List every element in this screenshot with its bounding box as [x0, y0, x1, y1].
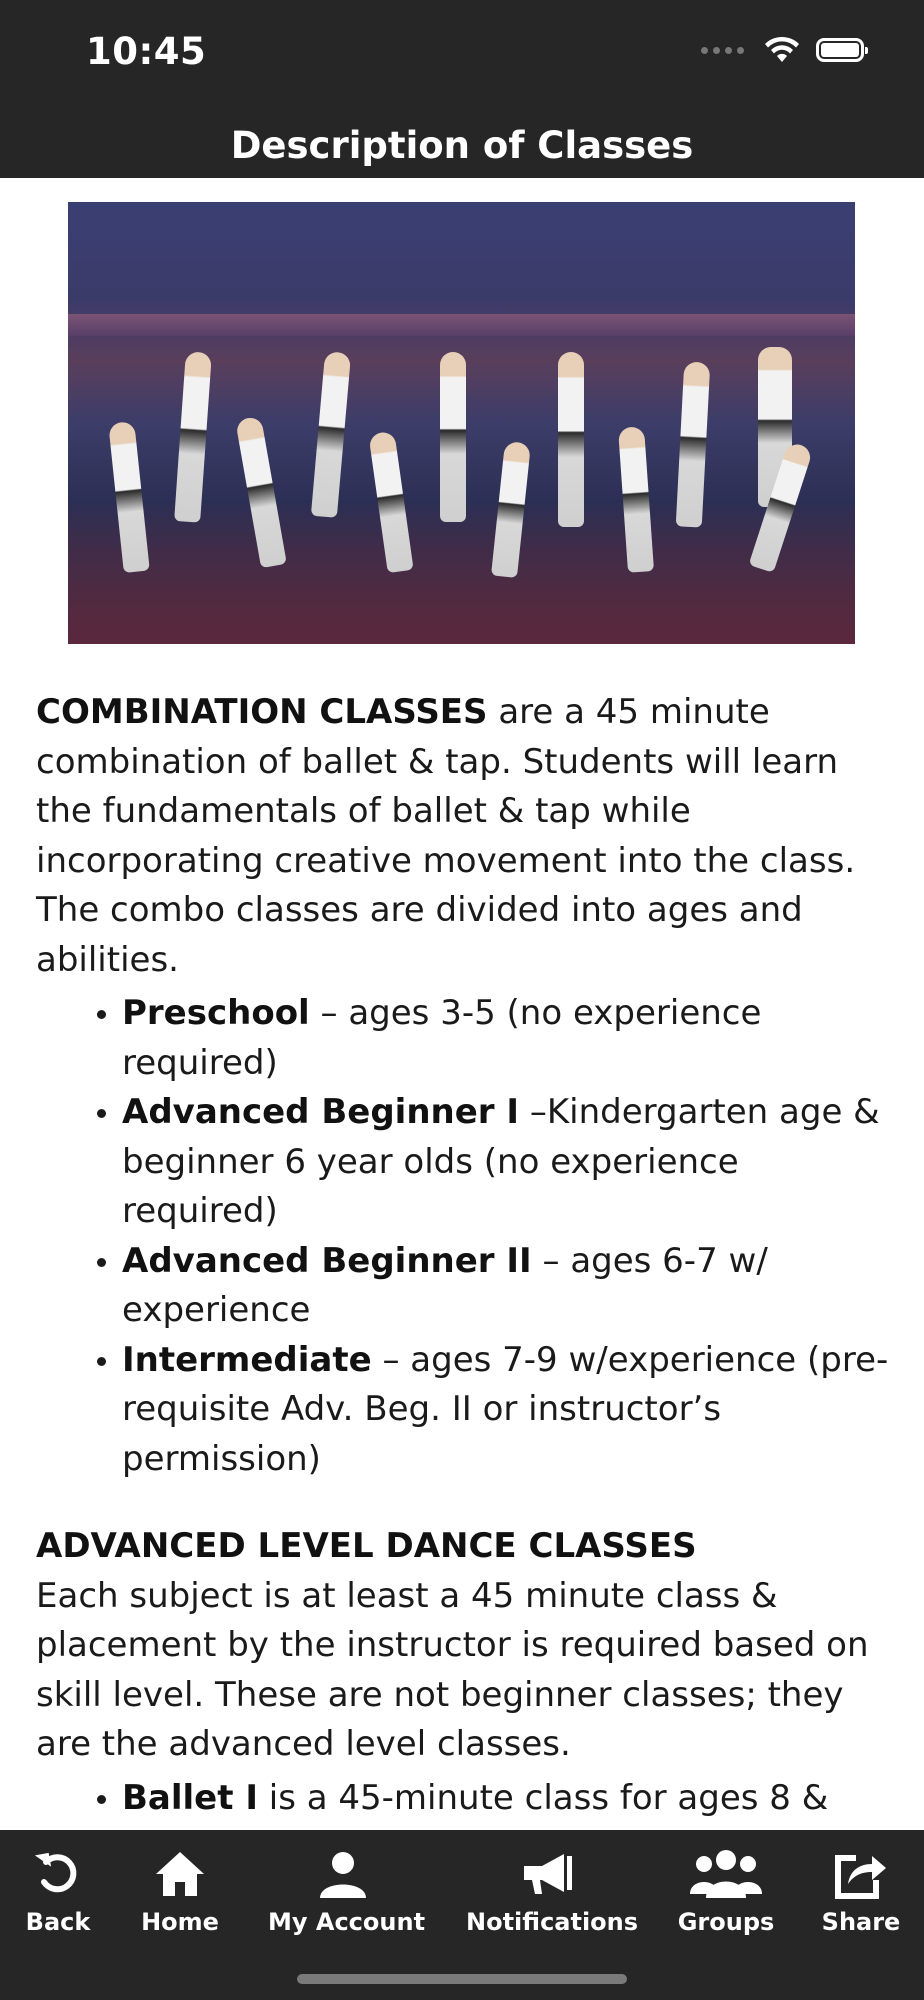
- combination-classes-text: are a 45 minute combination of ballet & tap. Students will learn the fundamentals of ballet & tap while incorporating creative movement into the class. The combo classes are divided into ages and abilities.: [36, 692, 856, 980]
- tab-groups[interactable]: [676, 1848, 776, 1936]
- combination-classes-paragraph: [36, 688, 896, 985]
- share-icon: [834, 1848, 888, 1900]
- list-item: [122, 989, 896, 1088]
- back-arrow-icon: [32, 1848, 84, 1900]
- list-item: [122, 1336, 896, 1485]
- battery-icon: [816, 38, 864, 62]
- page-title: Description of Classes: [230, 124, 694, 167]
- list-item-title: Intermediate: [122, 1339, 372, 1380]
- list-item-title: Ballet I: [122, 1777, 258, 1818]
- dance-performance-photo: [68, 202, 855, 644]
- list-item-title: Advanced Beginner II: [122, 1240, 532, 1281]
- list-item-title: Advanced Beginner I: [122, 1092, 520, 1132]
- advanced-level-heading: [36, 1522, 896, 1572]
- account-icon: [317, 1848, 369, 1900]
- list-item: [122, 1774, 896, 1824]
- list-item-text: – ages 3-5 (no experience required): [122, 993, 762, 1083]
- list-item-title: Preschool: [122, 993, 310, 1033]
- advanced-level-heading-text: ADVANCED LEVEL DANCE CLASSES: [36, 1526, 697, 1566]
- groups-icon: [690, 1848, 762, 1900]
- list-item-text: – ages 6-7 w/ experience: [122, 1240, 768, 1330]
- tab-groups-label: Groups: [677, 1908, 775, 1936]
- combination-classes-list: [36, 989, 896, 1484]
- list-item-text: – ages 7-9 w/experience (pre-requisite Adv. Beg. II or instructor’s permission): [122, 1339, 889, 1479]
- tab-my-account-label: My Account: [268, 1908, 426, 1936]
- navigation-bar: [0, 104, 924, 178]
- list-item-text: is a 45-minute class for ages 8 &: [257, 1777, 829, 1818]
- tab-back-label: Back: [25, 1908, 91, 1936]
- tab-back[interactable]: [14, 1848, 102, 1936]
- list-item-text: –Kindergarten age & beginner 6 year olds (no experience required): [122, 1092, 880, 1231]
- status-icons: [701, 36, 864, 64]
- list-item: [122, 1237, 896, 1336]
- combination-classes-heading: COMBINATION CLASSES: [36, 692, 488, 732]
- advanced-classes-list: [36, 1774, 896, 1824]
- content-scroll-area[interactable]: [0, 178, 924, 1830]
- list-item: [122, 1088, 896, 1237]
- tab-my-account[interactable]: [268, 1848, 426, 1936]
- tab-share[interactable]: [816, 1848, 906, 1936]
- advanced-level-text: Each subject is at least a 45 minute class & placement by the instructor is required based on skill level. These are not beginner classes; they are the advanced level classes.: [36, 1575, 869, 1764]
- status-bar: [0, 0, 924, 104]
- class-description-article: [36, 688, 896, 1823]
- signal-icon: [701, 47, 744, 54]
- home-icon: [154, 1848, 206, 1900]
- wifi-icon: [764, 36, 800, 64]
- tab-notifications-label: Notifications: [466, 1908, 639, 1936]
- tab-home-label: Home: [141, 1908, 219, 1936]
- tab-notifications[interactable]: [466, 1848, 639, 1936]
- megaphone-icon: [520, 1848, 576, 1900]
- tab-share-label: Share: [821, 1908, 901, 1936]
- tab-home[interactable]: [128, 1848, 232, 1936]
- status-time: 10:45: [86, 30, 207, 73]
- home-indicator[interactable]: [297, 1974, 627, 1984]
